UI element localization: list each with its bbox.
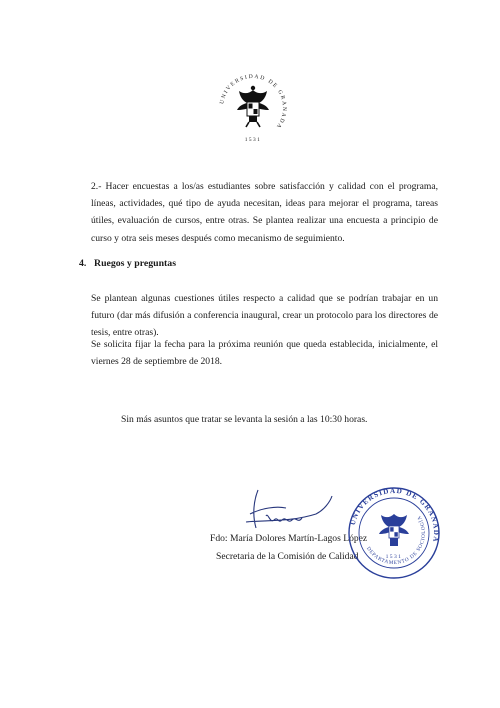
department-stamp xyxy=(347,486,441,580)
crest-seal-text: UNIVERSIDAD DE GRANADA xyxy=(219,73,288,131)
signature-role: Secretaria de la Comisión de Calidad xyxy=(216,551,359,562)
university-crest-logo xyxy=(213,68,293,148)
section-number: 4. xyxy=(79,258,87,269)
stamp-eagle-icon xyxy=(379,514,409,546)
paragraph-fecha: Se solicita fijar la fecha para la próxima reunión que queda establecida, inicialmente, el viernes 28 de septiembre de 2018. xyxy=(91,339,438,368)
double-headed-eagle-icon xyxy=(237,86,269,127)
closing-sentence: Sin más asuntos que tratar se levanta la sesión a las 10:30 horas. xyxy=(121,414,368,425)
stamp-outer-text: UNIVERSIDAD DE GRANADA xyxy=(348,486,441,544)
section-title: Ruegos y preguntas xyxy=(94,258,177,269)
paragraph-encuestas: 2.- Hacer encuestas a los/as estudiantes sobre satisfacción y calidad con el programa, líneas, actividades, qué tipo de ayuda necesitan, ideas para mejorar el programa, tareas útiles, evaluación de cursos, entre otras. Se plantea realizar una encuesta a principio de curso y otra seis meses después como mecanismo de seguimiento. xyxy=(91,181,438,244)
crest-year: 1531 xyxy=(244,137,262,143)
handwritten-signature xyxy=(236,484,356,534)
signature-name: Fdo: María Dolores Martín-Lagos López xyxy=(210,533,368,544)
section-heading xyxy=(79,258,176,269)
paragraph-ruegos: Se plantean algunas cuestiones útiles respecto a calidad que se podrían trabajar en un futuro (dar más difusión a conferencia inaugural, crear un protocolo para los directores de tesis, entre otras). xyxy=(91,293,438,339)
stamp-year: 1531 xyxy=(385,554,403,560)
stamp-inner-text: DEPARTAMENTO DE SOCIOLOGÍA xyxy=(365,514,428,567)
